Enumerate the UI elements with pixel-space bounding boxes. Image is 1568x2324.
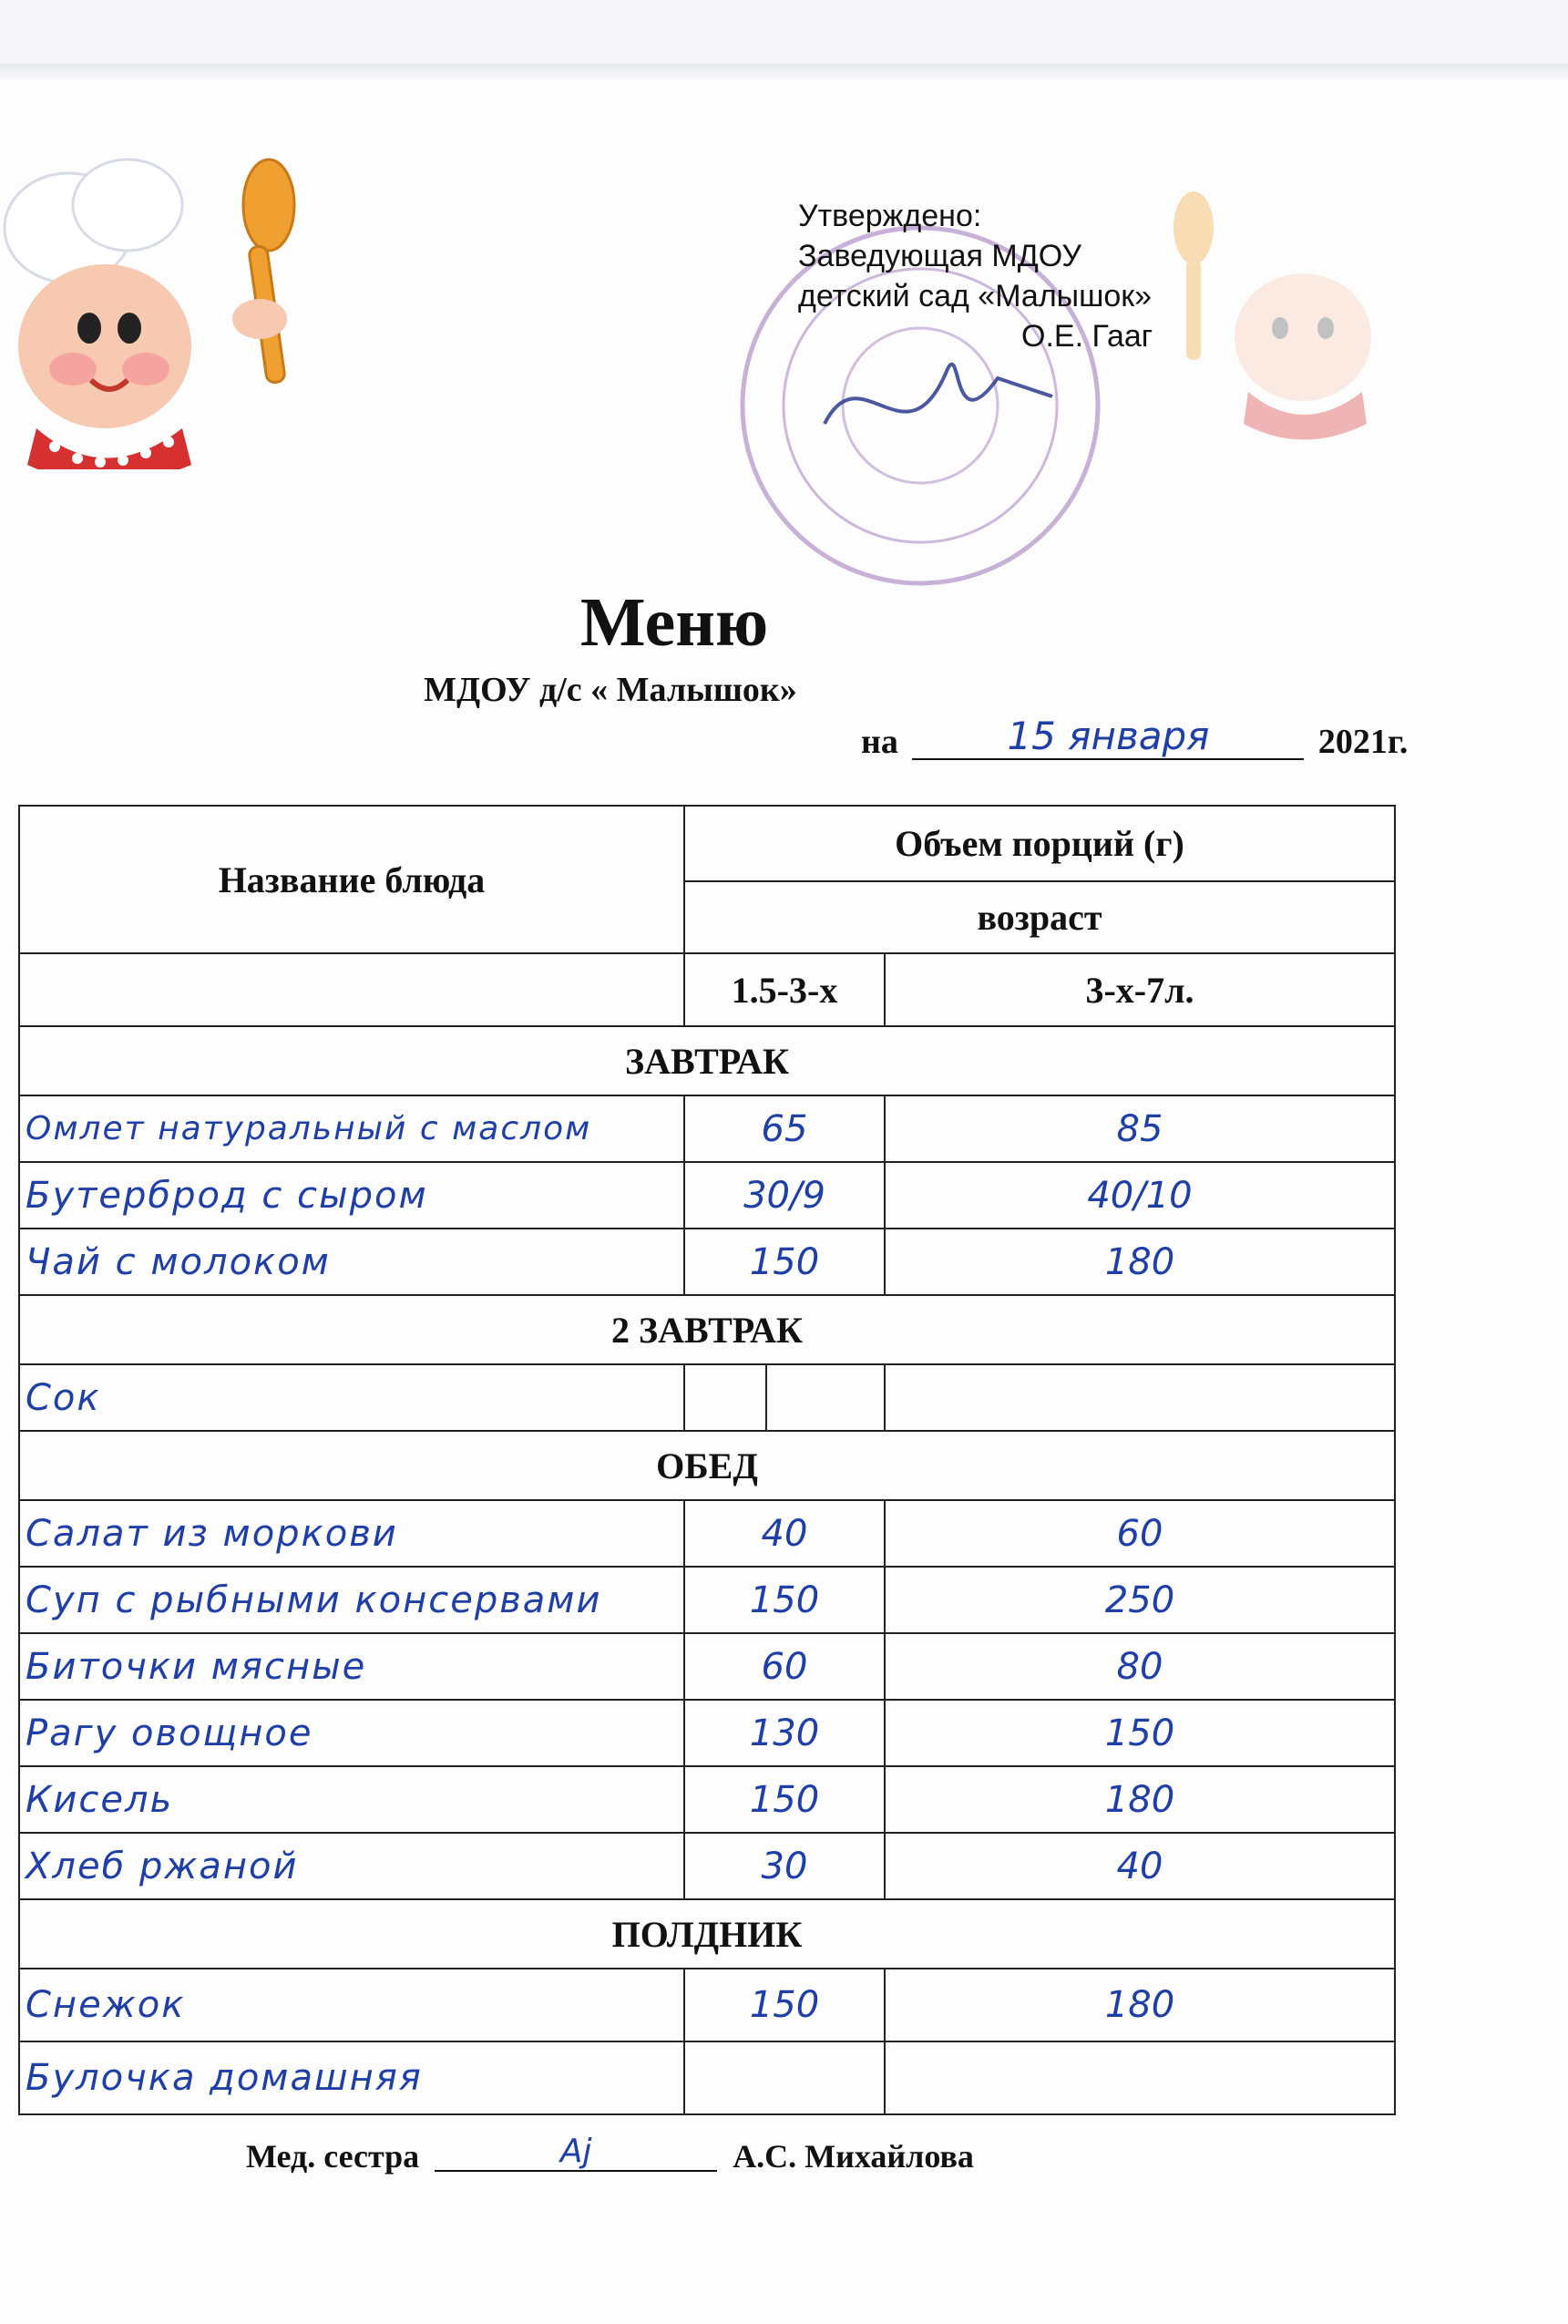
portion-young: 60 [684, 1633, 885, 1700]
dish-name: Кисель [19, 1766, 684, 1833]
dish-name: Снежок [19, 1969, 684, 2041]
approval-name: О.Е. Гааг [1021, 319, 1153, 354]
dish-name: Суп с рыбными консервами [19, 1567, 684, 1633]
portion-young: 130 [684, 1700, 885, 1766]
portion-older: 80 [885, 1633, 1395, 1700]
page-edge-shadow [0, 64, 1568, 82]
dish-name: Рагу овощное [19, 1700, 684, 1766]
table-row [19, 1766, 1395, 1833]
section-title: ПОЛДНИК [19, 1899, 1395, 1969]
dish-name: Чай с молоком [19, 1229, 684, 1295]
portion-young [684, 1364, 766, 1431]
table-row [19, 2041, 1395, 2114]
header-empty [19, 953, 684, 1026]
menu-date [861, 714, 1409, 764]
dish-name: Сок [19, 1364, 684, 1431]
portion-young: 40 [684, 1500, 885, 1567]
table-row [19, 1229, 1395, 1295]
header-volume: Объем порций (г) [684, 806, 1395, 881]
chef-icon [0, 141, 301, 469]
approval-block [798, 196, 1153, 356]
table-row [19, 1567, 1395, 1633]
section-title: 2 ЗАВТРАК [19, 1295, 1395, 1364]
portion-older: 60 [885, 1500, 1395, 1567]
menu-table [18, 805, 1396, 2115]
section-title: ЗАВТРАК [19, 1026, 1395, 1095]
dish-name: Хлеб ржаной [19, 1833, 684, 1899]
dish-name: Омлет натуральный с маслом [19, 1095, 684, 1162]
portion-older: 180 [885, 1969, 1395, 2041]
approval-line-2: Заведующая МДОУ [798, 239, 1082, 273]
approval-line-3: детский сад «Малышок» [798, 279, 1153, 314]
portion-young: 65 [684, 1095, 885, 1162]
nurse-role: Мед. сестра [246, 2138, 420, 2175]
section-title: ОБЕД [19, 1431, 1395, 1500]
portion-older: 180 [885, 1766, 1395, 1833]
dish-name: Салат из моркови [19, 1500, 684, 1567]
portion-young-extra [766, 1364, 885, 1431]
header-dish: Название блюда [19, 806, 684, 953]
portion-older: 85 [885, 1095, 1395, 1162]
dish-name: Биточки мясные [19, 1633, 684, 1700]
page-title: Меню [579, 584, 769, 661]
date-prefix: на [861, 723, 898, 761]
portion-older: 40 [885, 1833, 1395, 1899]
page-subtitle: МДОУ д/с « Малышок» [424, 671, 797, 709]
portion-older: 180 [885, 1229, 1395, 1295]
portion-older: 250 [885, 1567, 1395, 1633]
dish-name: Булочка домашняя [19, 2041, 684, 2114]
nurse-signature-row [246, 2133, 974, 2177]
header-age-2: 3-х-7л. [885, 953, 1395, 1026]
portion-older: 40/10 [885, 1162, 1395, 1229]
portion-young: 150 [684, 1567, 885, 1633]
table-row [19, 1633, 1395, 1700]
portion-young [684, 2041, 885, 2114]
portion-young: 150 [684, 1969, 885, 2041]
portion-young: 150 [684, 1766, 885, 1833]
date-handwritten: 15 января [912, 714, 1304, 760]
nurse-name: А.С. Михайлова [733, 2138, 974, 2175]
portion-young: 30 [684, 1833, 885, 1899]
header-age-1: 1.5-3-х [684, 953, 885, 1026]
date-suffix: 2021г. [1317, 723, 1409, 761]
chef-icon-faded [1157, 182, 1458, 456]
approval-line-1: Утверждено: [798, 199, 982, 233]
portion-young: 30/9 [684, 1162, 885, 1229]
table-row [19, 1500, 1395, 1567]
table-row [19, 1833, 1395, 1899]
portion-older: 150 [885, 1700, 1395, 1766]
header-age: возраст [684, 881, 1395, 953]
table-row [19, 1095, 1395, 1162]
portion-young: 150 [684, 1229, 885, 1295]
portion-older [885, 1364, 1395, 1431]
table-row [19, 1700, 1395, 1766]
nurse-signature: Ај [435, 2133, 717, 2172]
table-row [19, 1162, 1395, 1229]
table-row [19, 1969, 1395, 2041]
portion-older [885, 2041, 1395, 2114]
dish-name: Бутерброд с сыром [19, 1162, 684, 1229]
table-row [19, 1364, 1395, 1431]
